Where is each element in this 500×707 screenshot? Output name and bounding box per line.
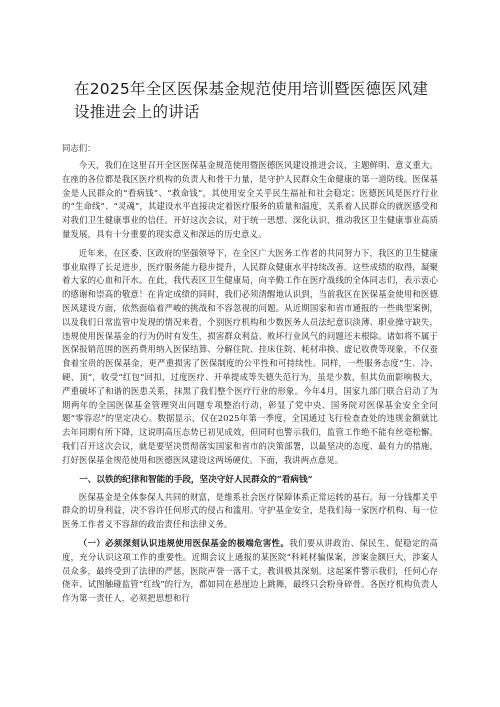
subsection-heading-1: （一）必须深刻认识违规使用医保基金的极端危害性。	[78, 537, 290, 548]
subsection-text-1: 我们要从讲政治、保民生、促稳定的高度，充分认识这项工作的重要性。近期会议上通报的某医院“科耗材骗保案，涉案金额巨大，涉案人员众多，最终受到了法律的严惩，医院声誉一落千丈，教训极其深刻。这起案件警示我们，任何心存侥幸、试图触碰监管“红线”的行为，都如同在悬崖边上跳舞，最终只会粉身碎骨。各医疗机构负责人作为第一责任人，必须把思想和行	[62, 537, 438, 604]
document-title: 在2025年全区医保基金规范使用培训暨医德医风建设推进会上的讲话	[74, 80, 429, 121]
greeting: 同志们：	[62, 143, 96, 153]
paragraph-intro: 今天，我们在这里召开全区医保基金规范使用暨医德医风建设推进会议，主题鲜明、意义重大。在座的各位都是我区医疗机构的负责人和骨干力量，是守护人民群众生命健康的第一道防线。医保基金是人民群众的“看病钱”、“救命钱”，其使用安全关乎民生福祉和社会稳定；医德医风是医疗行业的“生命线”、“灵魂”，其建设水平直接决定着医疗服务的质量和温度，关系着人民群众的就医感受和对我们卫生健康事业的信任。开好这次会议，对于统一思想、深化认识，推动我区卫生健康事业高质量发展，具有十分重要的现实意义和深远的历史意义。	[62, 160, 438, 239]
paragraph-section-1: 医保基金是全体参保人共同的财富，是维系社会医疗保障体系正常运转的基石。每一分钱都关乎群众的切身利益，决不容许任何形式的侵占和滥用。守护基金安全，是我们每一家医疗机构、每一位医务工作者义不容辞的政治责任和法律义务。	[62, 491, 438, 530]
paragraph-background: 近年来，在区委、区政府的坚强领导下，在全区广大医务工作者的共同努力下，我区的卫生健康事业取得了长足进步，医疗服务能力稳步提升，人民群众健康水平持续改善。这些成绩的取得，凝聚着大家的心血和汗水。在此，我代表区卫生健康局，向辛勤工作在医疗战线的全体同志们，表示衷心的感谢和崇高的敬意！在肯定成绩的同时，我们必须清醒地认识到，当前我区在医保基金使用和医德医风建设方面，依然面临着严峻的挑战和不容忽视的问题。从近期国家和省市通报的一些典型案例，以及我们日常监管中发现的情况来看，个别医疗机构和少数医务人员法纪意识淡薄、职业操守缺失，违规使用医保基金的行为仍时有发生，损害群众利益、败坏行业风气的问题还未根除。诸如将不属于医保报销范围的医药费用纳入医保结算、分解住院、挂床住院、耗材串换、虚记收费等现象，不仅蚕食着宝贵的医保基金，更严重损害了医保制度的公平性和可持续性。同样，一些服务态度“生、冷、硬、顶”，收受“红包”回扣，过度医疗、开单提成等失德失范行为，虽是少数，但其负面影响极大，严重破坏了和谐的医患关系，抹黑了我们整个医疗行业的形象。今年4月，国家九部门联合启动了为期两年的全国医保基金管理突出问题专项整治行动，彰显了党中央、国务院对医保基金安全全问题“零容忍”的坚定决心。数据显示，仅在2025年第一季度，全国通过飞行检查查处的违规金额就比去年同期有所下降，这说明高压态势已初见成效，但同时也警示我们，监管工作绝不能有丝毫松懈。我们召开这次会议，就是要坚决贯彻落实国家和省市的决策部署，以最坚决的态度、最有力的措施，打好医保基金规范使用和医德医风建设这两场硬仗。下面，我讲两点意见。	[62, 247, 438, 465]
paragraph-subsection-1	[62, 537, 438, 606]
section-heading-1: 一、以铁的纪律和智能的手段，坚决守好人民群众的“看病钱”	[79, 474, 313, 485]
